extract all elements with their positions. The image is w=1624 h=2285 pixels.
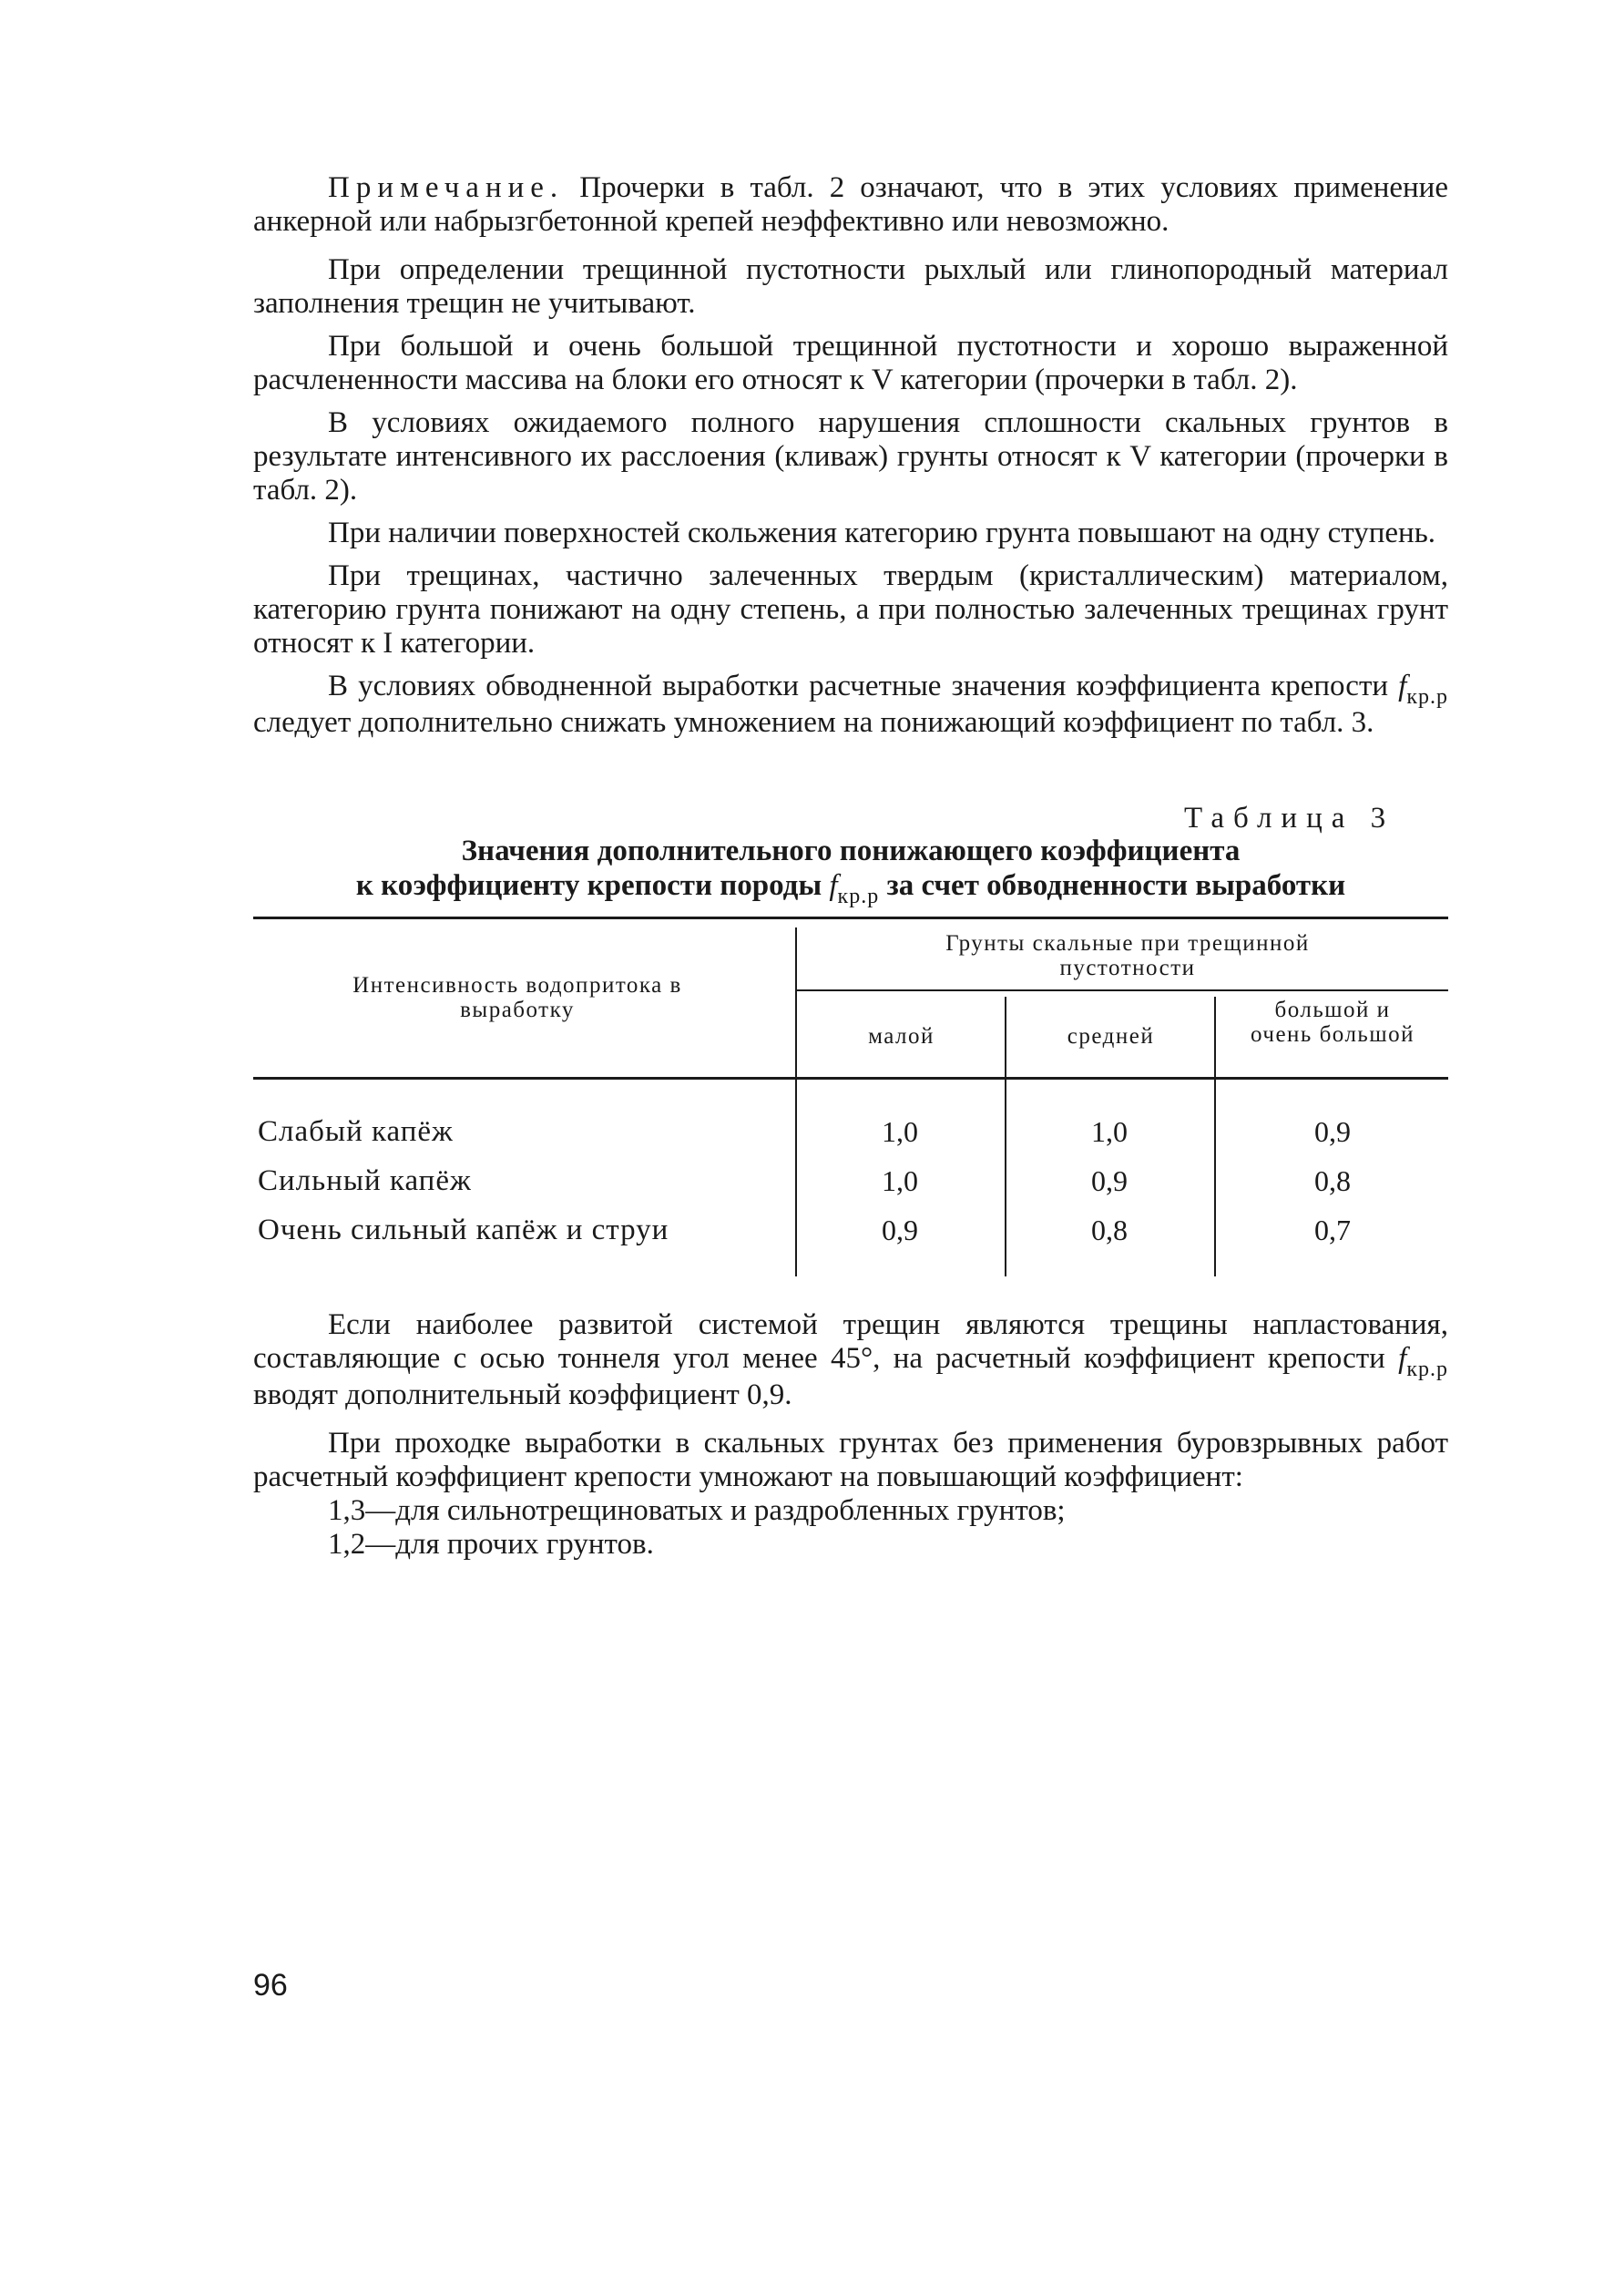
f-symbol: f — [1398, 1342, 1407, 1375]
paragraph: При большой и очень большой трещинной пустотности и хорошо выраженной расчлененности массива на блоки его относят к V категории (прочерки в табл. 2). — [253, 330, 1448, 396]
table-title — [253, 834, 1448, 906]
table-title-line1: Значения дополнительного понижающего коэффициента — [461, 835, 1241, 867]
table-title-line2 — [253, 868, 1448, 906]
header-group-rule — [795, 989, 1448, 991]
table-top-rule — [253, 917, 1448, 919]
note-paragraph — [253, 171, 1448, 239]
f-symbol: f — [829, 869, 838, 902]
f-subscript: кр.р — [837, 885, 880, 908]
list-item: 1,3—для сильнотрещиноватых и раздробленных грунтов; — [328, 1494, 1066, 1527]
bedding-before: Если наиболее развитой системой трещин являются трещины напластования, составляющие с осью тоннеля угол менее 45°, на расчетный коэффициент крепости — [253, 1308, 1448, 1375]
column-divider — [1214, 997, 1216, 1276]
column-divider — [1005, 997, 1006, 1276]
column-header-medium: средней — [1067, 1024, 1155, 1049]
cell-value: 1,0 — [882, 1115, 918, 1148]
cell-value: 1,0 — [882, 1164, 918, 1197]
f-symbol: f — [1398, 670, 1407, 702]
note-lead: Примечание. — [328, 171, 565, 204]
paragraph: При наличии поверхностей скольжения категорию грунта повышают на одну ступень. — [328, 517, 1436, 549]
f-subscript: кр.р — [1406, 1358, 1448, 1381]
paragraph-coefficient — [253, 670, 1448, 740]
row-label: Слабый капёж — [258, 1115, 454, 1148]
cell-value: 0,8 — [1314, 1164, 1351, 1197]
paragraph: При проходке выработки в скальных грунтах без применения буровзрывных работ расчетный коэффициент крепости умножают на повышающий коэффициент: — [253, 1427, 1448, 1493]
f-subscript: кр.р — [1406, 685, 1448, 709]
cell-value: 0,9 — [1314, 1115, 1351, 1148]
lower-text — [253, 1308, 1448, 1562]
cell-value: 0,9 — [1091, 1164, 1128, 1197]
paragraph: В условиях ожидаемого полного нарушения сплошности скальных грунтов в результате интенсивного их расслоения (кливаж) грунты относят к V категории (прочерки в табл. 2). — [253, 406, 1448, 507]
column-header-small: малой — [868, 1024, 935, 1049]
header-group: Грунты скальные при трещинной пустотности — [945, 931, 1310, 980]
header-bottom-rule — [253, 1077, 1448, 1080]
note-text: Прочерки в табл. 2 означают, что в этих условиях применение анкерной или набрызгбетонной крепей неэффективно или невозможно. — [253, 171, 1448, 238]
paragraph-bedding — [253, 1308, 1448, 1412]
column-header-large: большой и очень большой — [1251, 998, 1415, 1047]
cell-value: 0,7 — [1314, 1214, 1351, 1246]
row-label: Сильный капёж — [258, 1164, 472, 1197]
bedding-after: вводят дополнительный коэффициент 0,9. — [253, 1378, 792, 1411]
title-line2-before: к коэффициенту крепости породы — [355, 869, 830, 902]
coefficient-table — [253, 917, 1448, 1276]
cell-value: 1,0 — [1091, 1115, 1128, 1148]
header-row-label: Интенсивность водопритока в выработку — [352, 973, 682, 1022]
cell-value: 0,9 — [882, 1214, 918, 1246]
row-label: Очень сильный капёж и струи — [258, 1214, 669, 1246]
list-item: 1,2—для прочих грунтов. — [328, 1528, 654, 1561]
page-number: 96 — [253, 1968, 288, 2003]
column-divider — [795, 927, 797, 1276]
para-f-before: В условиях обводненной выработки расчетные значения коэффициента крепости — [328, 670, 1399, 702]
cell-value: 0,8 — [1091, 1214, 1128, 1246]
para-f-after: следует дополнительно снижать умножением на понижающий коэффициент по табл. 3. — [253, 706, 1374, 739]
upper-text — [253, 171, 1448, 740]
paragraph: При трещинах, частично залеченных твердым (кристаллическим) материалом, категорию грунта понижают на одну степень, а при полностью залеченных трещинах грунт относят к I категории. — [253, 559, 1448, 660]
paragraph: При определении трещинной пустотности рыхлый или глинопородный материал заполнения трещин не учитывают. — [253, 253, 1448, 320]
table-caption: Таблица 3 — [1184, 802, 1395, 835]
title-line2-after: за счет обводненности выработки — [879, 869, 1346, 902]
